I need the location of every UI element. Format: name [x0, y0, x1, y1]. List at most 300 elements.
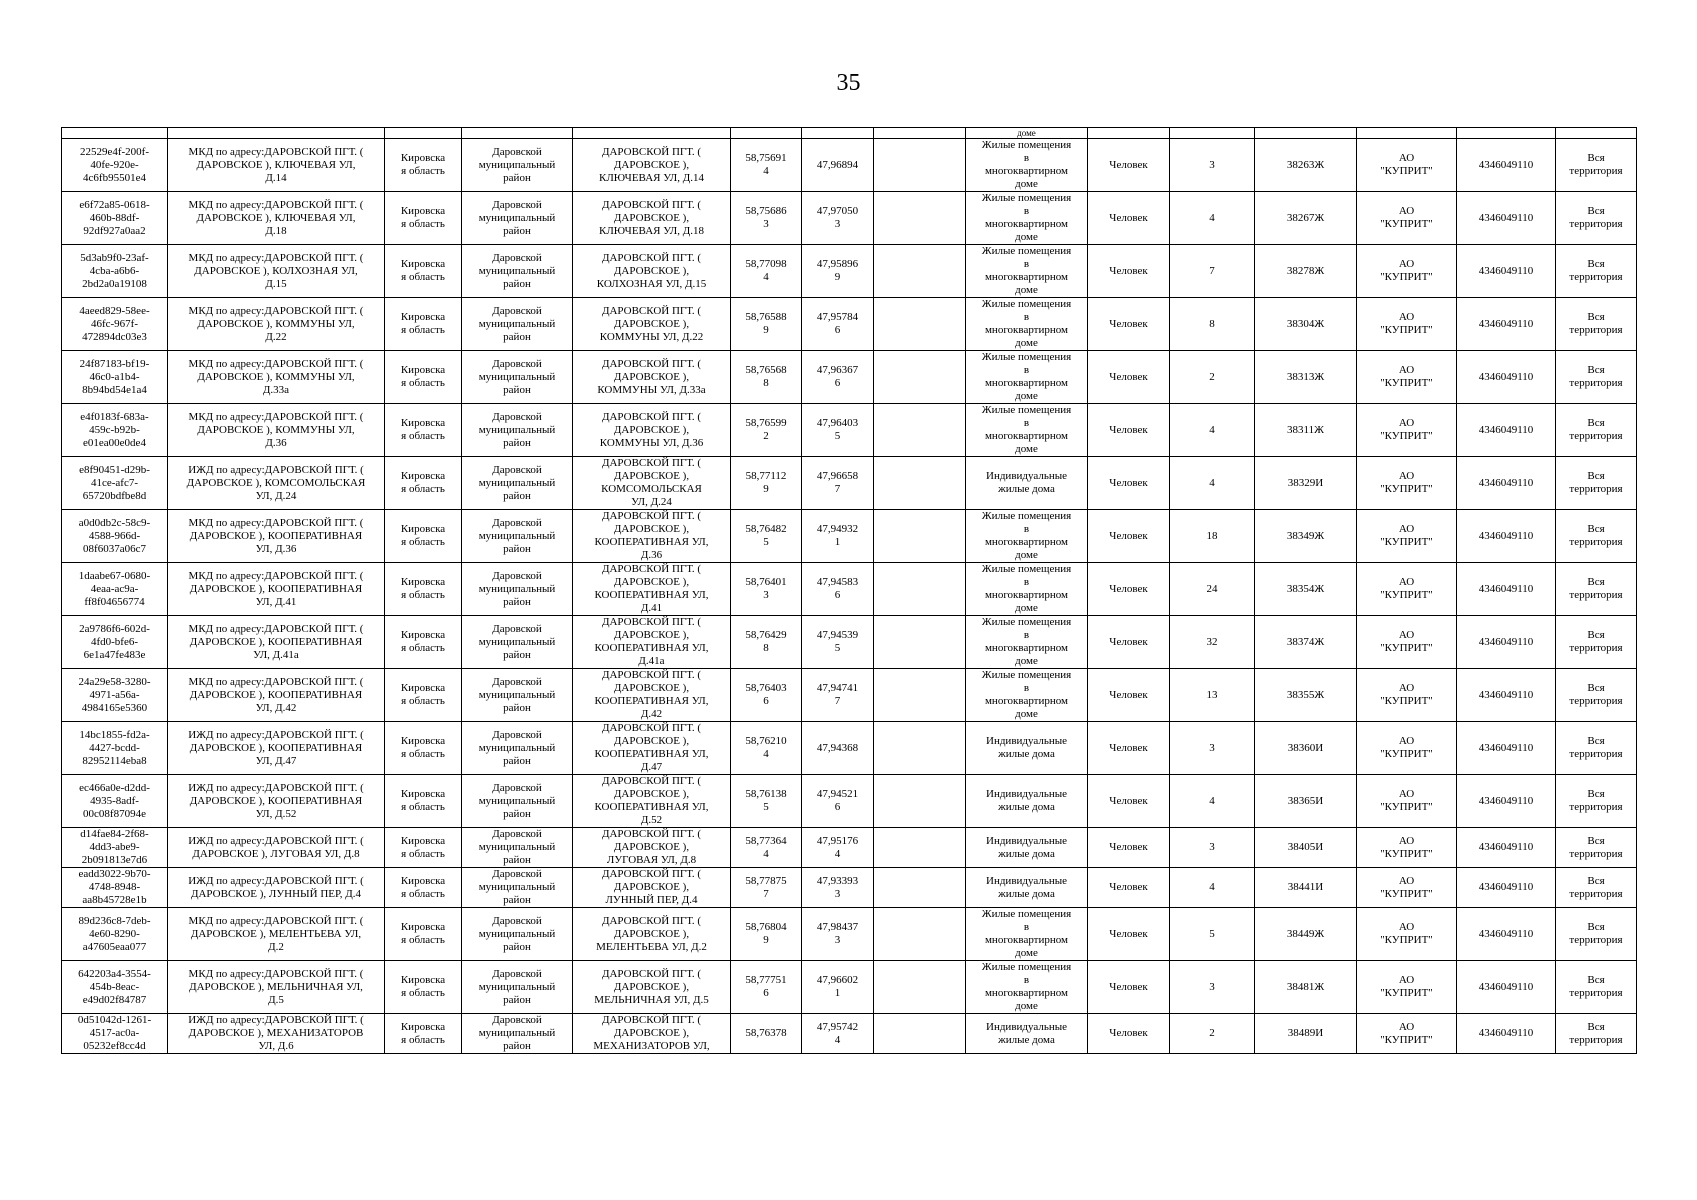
cell-object-name-line: УЛ, Д.36	[255, 542, 297, 555]
cell-code: 38365И	[1255, 775, 1357, 828]
cell-guid	[62, 351, 168, 404]
cell-latitude	[731, 961, 802, 1014]
cell-housing-type-line: в	[1023, 629, 1030, 641]
cell-organization-line: АО	[1398, 682, 1415, 694]
cell-district-line: район	[503, 807, 531, 820]
cell-address	[573, 245, 731, 298]
cell-housing-type-line: многоквартирном	[984, 589, 1069, 601]
cell-territory-line: территория	[1569, 377, 1623, 389]
cell-address-line: ДАРОВСКОЕ ),	[613, 629, 690, 641]
cell-unit: Человек	[1088, 404, 1170, 457]
cell-object-name-line: ДАРОВСКОЕ ), КООПЕРАТИВНАЯ	[189, 688, 363, 701]
cell-housing-type-line: доме	[1015, 284, 1038, 296]
cell-organization-line: АО	[1398, 523, 1415, 535]
cell-region	[385, 192, 462, 245]
cell-region-line: я область	[401, 748, 445, 760]
cell-longitude-line: 47,97050	[816, 205, 859, 217]
table-row	[62, 828, 1637, 868]
cell-object-name-line: УЛ, Д.6	[258, 1040, 294, 1052]
cell-inn: 4346049110	[1457, 298, 1556, 351]
cell-organization	[1357, 868, 1457, 908]
cell-count: 5	[1170, 908, 1255, 961]
cell-object-name-line: ДАРОВСКОЕ ), КЛЮЧЕВАЯ УЛ,	[196, 211, 356, 224]
cell-object-name-line: УЛ, Д.52	[255, 807, 297, 820]
cell-address	[573, 775, 731, 828]
cell-latitude-line: 6	[763, 987, 769, 999]
cell-territory-line: Вся	[1587, 682, 1605, 694]
cell-guid-line: 6e1a47fe483e	[83, 648, 146, 661]
cell-unit: Человек	[1088, 139, 1170, 192]
cell-housing-type	[966, 1014, 1088, 1054]
cell-code: 38489И	[1255, 1014, 1357, 1054]
cell-organization-line: АО	[1398, 1020, 1415, 1033]
cell-housing-type-line: доме	[1015, 231, 1038, 243]
cell-address	[573, 404, 731, 457]
cell-object-name-line: УЛ, Д.24	[255, 489, 297, 502]
cell-housing-type-line: в	[1023, 576, 1030, 588]
cell-housing-type	[966, 828, 1088, 868]
cell-address-line: ДАРОВСКОЕ ),	[613, 927, 690, 940]
cell-latitude	[731, 510, 802, 563]
cell-district-line: район	[503, 894, 531, 906]
cell-region	[385, 669, 462, 722]
cell-organization-line: "КУПРИТ"	[1380, 642, 1433, 654]
cell-territory-line: территория	[1569, 748, 1623, 760]
cell-guid-line: 4517-ac0a-	[89, 1027, 140, 1039]
cell-address	[573, 351, 731, 404]
cell-latitude-line: 4	[763, 165, 769, 177]
cell-unit: Человек	[1088, 961, 1170, 1014]
cell-code: 38355Ж	[1255, 669, 1357, 722]
cell-territory-line: Вся	[1587, 364, 1605, 376]
cell-housing-type-line: доме	[1015, 1000, 1038, 1012]
cell-longitude-line: 47,98437	[816, 921, 859, 933]
cell-housing-type-line: в	[1023, 682, 1030, 694]
cell-territory-line: территория	[1569, 324, 1623, 336]
cell-district-line: район	[503, 436, 531, 449]
cell-housing-type-line: многоквартирном	[984, 377, 1069, 389]
cell-inn: 4346049110	[1457, 139, 1556, 192]
cell-region	[385, 404, 462, 457]
cell-longitude-line: 4	[834, 847, 841, 860]
cell-guid-line: a47605eaa077	[82, 940, 147, 953]
table-row	[62, 404, 1637, 457]
cell-address-line: Д.41а	[638, 655, 665, 667]
cell-territory-line: Вся	[1587, 258, 1605, 270]
cell-guid-line: 642203a4-3554-	[78, 967, 151, 980]
cell-empty	[874, 563, 966, 616]
cell-guid	[62, 775, 168, 828]
cell-inn: 4346049110	[1457, 722, 1556, 775]
cell-count: 7	[1170, 245, 1255, 298]
cell-count: 3	[1170, 139, 1255, 192]
cell-address	[573, 908, 731, 961]
cell-address-line: МЕЛЕНТЬЕВА УЛ, Д.2	[596, 940, 707, 953]
cell-region	[385, 616, 462, 669]
cell-longitude-line: 6	[834, 377, 841, 389]
cell-guid	[62, 457, 168, 510]
cell-territory	[1556, 722, 1637, 775]
cell-housing-type	[966, 245, 1088, 298]
cell-latitude	[731, 404, 802, 457]
cell-organization-line: АО	[1398, 874, 1415, 887]
cell-district-line: район	[503, 1040, 531, 1052]
cell-organization-line: "КУПРИТ"	[1380, 483, 1433, 495]
cell-empty	[874, 457, 966, 510]
cell-region-line: я область	[401, 642, 445, 654]
cell-district-line: район	[503, 383, 531, 396]
cell-district-line: Даровской	[492, 728, 542, 741]
cell-object-name-line: Д.18	[265, 224, 287, 237]
cell-district-line: муниципальный	[478, 582, 556, 595]
cell-housing-type-line: Жилые помещения	[981, 669, 1072, 681]
cell-address-line: ДАРОВСКОЙ ПГТ. (	[601, 357, 702, 370]
cell-count: 4	[1170, 192, 1255, 245]
cell-longitude-line: 6	[834, 589, 841, 601]
cell-guid-line: 4c6fb95501e4	[83, 171, 146, 184]
cell-code: 38329И	[1255, 457, 1357, 510]
cell-address	[573, 828, 731, 868]
cell-district	[462, 351, 573, 404]
cell-latitude	[731, 669, 802, 722]
cell-address-line: ДАРОВСКОЕ ),	[613, 1027, 690, 1039]
cell-inn: 4346049110	[1457, 563, 1556, 616]
cell-longitude	[802, 510, 874, 563]
cell-object-name-line: ИЖД по адресу:ДАРОВСКОЙ ПГТ. (	[188, 1014, 364, 1026]
cell-district-line: Даровской	[492, 868, 542, 880]
cell-address	[573, 669, 731, 722]
cell-latitude	[731, 616, 802, 669]
cell-guid-line: 24f87183-bf19-	[79, 357, 150, 370]
cell-unit: Человек	[1088, 828, 1170, 868]
cell-object-name	[168, 563, 385, 616]
cell-region	[385, 298, 462, 351]
cell-guid-line: 4fd0-bfe6-	[90, 635, 139, 648]
cell-housing-type-line: жилые дома	[998, 801, 1055, 813]
cell-housing-type-line: Индивидуальные	[986, 470, 1067, 482]
cell-housing-type-line: многоквартирном	[984, 218, 1069, 230]
cell-object-name	[168, 351, 385, 404]
cell-latitude-line: 6	[763, 695, 769, 707]
cell-latitude	[731, 192, 802, 245]
cell-address-line: ДАРОВСКОЕ ),	[613, 881, 690, 893]
cell-empty	[874, 616, 966, 669]
cell-object-name-line: ИЖД по адресу:ДАРОВСКОЙ ПГТ. (	[188, 834, 364, 847]
cell-region-line: Кировска	[400, 258, 446, 270]
cell-longitude-line: 4	[834, 1033, 841, 1046]
cell-district-line: Даровской	[492, 781, 542, 794]
cell-guid-line: 4935-8adf-	[90, 794, 139, 807]
cell-guid-line: ff8f04656774	[84, 595, 145, 608]
cell-count: 3	[1170, 828, 1255, 868]
cell-housing-type-line: доме	[1015, 549, 1038, 561]
cell-address-line: ДАРОВСКОЕ ),	[613, 576, 690, 588]
cell-object-name-line: ДАРОВСКОЕ ), КООПЕРАТИВНАЯ	[189, 529, 363, 542]
cell-address-line: КОЛХОЗНАЯ УЛ, Д.15	[596, 277, 707, 290]
cell-district-line: муниципальный	[478, 980, 556, 993]
cell-latitude-line: 58,76804	[745, 921, 787, 933]
cell-address-line: ДАРОВСКОЕ ),	[613, 980, 690, 993]
cell-housing-type-line: Жилые помещения	[981, 510, 1072, 522]
cell-guid-line: 22529e4f-200f-	[79, 145, 150, 158]
cell-address-line: ДАРОВСКОЙ ПГТ. (	[601, 1014, 702, 1026]
cell-organization-line: "КУПРИТ"	[1380, 695, 1433, 707]
cell-latitude-line: 2	[763, 430, 769, 442]
cell-latitude-line: 58,77364	[745, 834, 787, 847]
cell-organization-line: "КУПРИТ"	[1380, 271, 1433, 283]
cell-address-line: КОМСОМОЛЬСКАЯ	[601, 483, 702, 495]
cell-longitude-line: 47,94539	[816, 629, 859, 641]
cell-housing-type	[966, 908, 1088, 961]
cell-region-line: Кировска	[400, 152, 446, 164]
cell-code: 38311Ж	[1255, 404, 1357, 457]
cell-territory	[1556, 139, 1637, 192]
cell-region-line: я область	[401, 589, 445, 601]
cell-region-line: я область	[401, 218, 445, 230]
cell-district-line: муниципальный	[478, 423, 556, 436]
cell-object-name-line: ДАРОВСКОЕ ), КООПЕРАТИВНАЯ	[189, 635, 363, 648]
cell-district	[462, 404, 573, 457]
cell-address-line: ЛУННЫЙ ПЕР, Д.4	[605, 894, 698, 906]
cell-region-line: Кировска	[400, 974, 446, 986]
cell-object-name-line: МКД по адресу:ДАРОВСКОЙ ПГТ. (	[188, 304, 364, 317]
cell-organization	[1357, 669, 1457, 722]
cell-territory-line: территория	[1569, 695, 1623, 707]
cell-latitude	[731, 1014, 802, 1054]
cell-address-line: Д.52	[640, 814, 663, 826]
cell-district-line: муниципальный	[478, 264, 556, 277]
cell-inn: 4346049110	[1457, 868, 1556, 908]
cell-longitude	[802, 245, 874, 298]
cell-guid	[62, 1014, 168, 1054]
cell-object-name-line: МКД по адресу:ДАРОВСКОЙ ПГТ. (	[188, 251, 364, 264]
cell-organization	[1357, 961, 1457, 1014]
cell-housing-type-line: Индивидуальные	[986, 834, 1067, 847]
cell-count: 2	[1170, 351, 1255, 404]
cell-unit: Человек	[1088, 192, 1170, 245]
cell-district-line: Даровской	[492, 251, 542, 264]
cell-object-name	[168, 1014, 385, 1054]
cell-address-line: ДАРОВСКОЕ ),	[613, 841, 690, 853]
cell-inn: 4346049110	[1457, 1014, 1556, 1054]
cell-address-line: ДАРОВСКОЕ ),	[613, 211, 690, 224]
cell-region-line: я область	[401, 934, 445, 946]
cell-territory-line: Вся	[1587, 205, 1605, 217]
cell-region-line: Кировска	[400, 205, 446, 217]
cell-region-line: я область	[401, 887, 445, 900]
cell-guid-line: d14fae84-2f68-	[80, 828, 149, 840]
cell-address-line: КООПЕРАТИВНАЯ УЛ,	[594, 695, 709, 707]
cell-empty	[874, 139, 966, 192]
cell-latitude	[731, 722, 802, 775]
cell-latitude	[731, 868, 802, 908]
cell-organization-line: "КУПРИТ"	[1380, 748, 1433, 760]
cell-district	[462, 828, 573, 868]
cell-territory-line: территория	[1569, 1033, 1623, 1046]
cell-housing-type-line: доме	[1015, 708, 1038, 720]
cell-territory-line: Вся	[1587, 921, 1605, 933]
cell-housing-type-line: жилые дома	[998, 748, 1055, 760]
cell-housing-type-line: доме	[1015, 602, 1038, 614]
cell-housing-type-line: Индивидуальные	[986, 1020, 1067, 1033]
cell-organization	[1357, 298, 1457, 351]
cell-address-line: КООПЕРАТИВНАЯ УЛ,	[594, 642, 709, 654]
cell-district	[462, 192, 573, 245]
cell-guid-line: 4984165e5360	[81, 701, 148, 714]
cell-region-line: Кировска	[400, 311, 446, 323]
cell-object-name	[168, 868, 385, 908]
cell-longitude-line: 1	[834, 987, 841, 999]
cell-address-line: КООПЕРАТИВНАЯ УЛ,	[594, 589, 709, 601]
cell-empty	[874, 245, 966, 298]
cell-region-line: я область	[401, 271, 445, 283]
cell-longitude-line: 47,96894	[816, 158, 859, 171]
cell-latitude	[731, 351, 802, 404]
cell-address-line: ДАРОВСКОЙ ПГТ. (	[601, 198, 702, 211]
cell-latitude-line: 9	[763, 934, 769, 946]
cell-territory-line: территория	[1569, 430, 1623, 442]
cell-count: 8	[1170, 298, 1255, 351]
cell-district-line: муниципальный	[478, 881, 556, 893]
cell-district	[462, 616, 573, 669]
cell-region	[385, 828, 462, 868]
cell-district	[462, 669, 573, 722]
cell-region-line: Кировска	[400, 417, 446, 429]
cell-housing-type	[966, 669, 1088, 722]
cell-count: 24	[1170, 563, 1255, 616]
cell-housing-type-line: в	[1023, 364, 1030, 376]
cell-longitude-line: 47,95176	[816, 834, 859, 847]
cell-object-name-line: УЛ, Д.41а	[253, 648, 299, 661]
cell-address-line: КООПЕРАТИВНАЯ УЛ,	[594, 748, 709, 760]
cell-housing-type-line: Жилые помещения	[981, 192, 1072, 204]
cell-guid-line: 4aeed829-58ee-	[79, 304, 150, 317]
cell-guid	[62, 192, 168, 245]
cell-region-line: Кировска	[400, 834, 446, 847]
cell-organization-line: "КУПРИТ"	[1380, 430, 1433, 442]
cell-territory-line: Вся	[1587, 874, 1605, 887]
cell-object-name-line: МКД по адресу:ДАРОВСКОЙ ПГТ. (	[188, 145, 364, 158]
cell-region	[385, 245, 462, 298]
cell-address-line: КОММУНЫ УЛ, Д.22	[599, 330, 704, 343]
cell-district-line: муниципальный	[478, 370, 556, 383]
table-row	[62, 722, 1637, 775]
cell-organization-line: "КУПРИТ"	[1380, 536, 1433, 548]
cell-housing-type-line: Жилые помещения	[981, 961, 1072, 973]
cell-region-line: Кировска	[400, 735, 446, 747]
cell-district-line: муниципальный	[478, 317, 556, 330]
cell-inn: 4346049110	[1457, 961, 1556, 1014]
cell-housing-type-line: Жилые помещения	[981, 563, 1072, 575]
cell-guid-line: a0d0db2c-58c9-	[78, 516, 151, 529]
cell-inn: 4346049110	[1457, 908, 1556, 961]
cell-address-line: КОММУНЫ УЛ, Д.36	[599, 436, 704, 449]
cell-address-line: ДАРОВСКОЙ ПГТ. (	[601, 868, 702, 880]
cell-object-name	[168, 669, 385, 722]
cell-address-line: КОММУНЫ УЛ, Д.33а	[597, 383, 706, 396]
cell-address-line: ДАРОВСКОЙ ПГТ. (	[601, 510, 702, 522]
cell-object-name-line: ДАРОВСКОЕ ), КОММУНЫ УЛ,	[197, 370, 355, 383]
cell-object-name-line: ДАРОВСКОЕ ), КОЛХОЗНАЯ УЛ,	[194, 264, 358, 277]
cell-longitude-line: 9	[834, 271, 841, 283]
cell-address-line: ДАРОВСКОЕ ),	[613, 158, 690, 171]
table-row	[62, 139, 1637, 192]
cell-guid-line: 82952114eba8	[82, 754, 147, 767]
cell-housing-type-line: в	[1023, 205, 1030, 217]
cell-region-line: Кировска	[400, 874, 446, 887]
cell-region	[385, 961, 462, 1014]
cell-address-line: МЕЛЬНИЧНАЯ УЛ, Д.5	[594, 993, 709, 1006]
cell-empty	[874, 351, 966, 404]
cell-district-line: Даровской	[492, 410, 542, 423]
cell-object-name-line: Д.2	[268, 940, 284, 953]
cell-organization-line: АО	[1398, 152, 1415, 164]
cell-housing-type-line: многоквартирном	[984, 165, 1069, 177]
cell-guid-line: 2b091813e7d6	[81, 854, 148, 866]
cell-latitude-line: 58,77112	[745, 470, 787, 482]
cell-empty	[874, 868, 966, 908]
cell-object-name-line: ИЖД по адресу:ДАРОВСКОЙ ПГТ. (	[188, 781, 364, 794]
cell-housing-type-line: доме	[1015, 390, 1038, 402]
cell-count: 2	[1170, 1014, 1255, 1054]
cell-region-line: я область	[401, 536, 445, 548]
cell-address-line: КООПЕРАТИВНАЯ УЛ,	[594, 801, 709, 813]
cell-district-line: район	[503, 542, 531, 555]
cell-housing-type	[966, 722, 1088, 775]
cell-longitude	[802, 828, 874, 868]
cell-longitude	[802, 298, 874, 351]
cell-latitude-line: 58,76138	[745, 788, 787, 800]
cell-longitude-line: 3	[834, 887, 841, 900]
cell-guid-line: 4cba-a6b6-	[89, 264, 140, 277]
cell-region	[385, 868, 462, 908]
cell-territory-line: территория	[1569, 642, 1623, 654]
cell-district-line: Даровской	[492, 145, 542, 158]
cell-housing-type	[966, 616, 1088, 669]
cell-unit: Человек	[1088, 616, 1170, 669]
cell-longitude-line: 47,94583	[816, 576, 859, 588]
cell-territory	[1556, 1014, 1637, 1054]
cell-district-line: Даровской	[492, 198, 542, 211]
cell-inn: 4346049110	[1457, 404, 1556, 457]
cell-district-line: Даровской	[492, 675, 542, 688]
cell-territory	[1556, 563, 1637, 616]
cell-territory	[1556, 775, 1637, 828]
cell-latitude-line: 58,76401	[745, 576, 787, 588]
cell-housing-type-line: доме	[1015, 655, 1038, 667]
cell-territory	[1556, 616, 1637, 669]
cell-inn: 4346049110	[1457, 351, 1556, 404]
cell-guid-line: 00c08f87094e	[83, 807, 146, 820]
cell-longitude-line: 3	[834, 218, 841, 230]
cell-object-name-line: Д.14	[265, 171, 287, 184]
cell-district-line: муниципальный	[478, 741, 556, 754]
cell-territory	[1556, 245, 1637, 298]
cell-latitude-line: 8	[763, 642, 769, 654]
cell-address	[573, 298, 731, 351]
cell-housing-type-line: Жилые помещения	[981, 908, 1072, 920]
cell-guid-line: 40fe-920e-	[90, 158, 139, 171]
cell-guid-line: aa8b45728e1b	[82, 894, 147, 906]
cell-address	[573, 192, 731, 245]
table-row	[62, 775, 1637, 828]
cell-district-line: муниципальный	[478, 794, 556, 807]
cell-address-line: ДАРОВСКОЕ ),	[613, 523, 690, 535]
cell-housing-type	[966, 961, 1088, 1014]
cell-territory-line: Вся	[1587, 629, 1605, 641]
cell-housing-type-line: многоквартирном	[984, 987, 1069, 999]
cell-housing-type-line: в	[1023, 152, 1030, 164]
